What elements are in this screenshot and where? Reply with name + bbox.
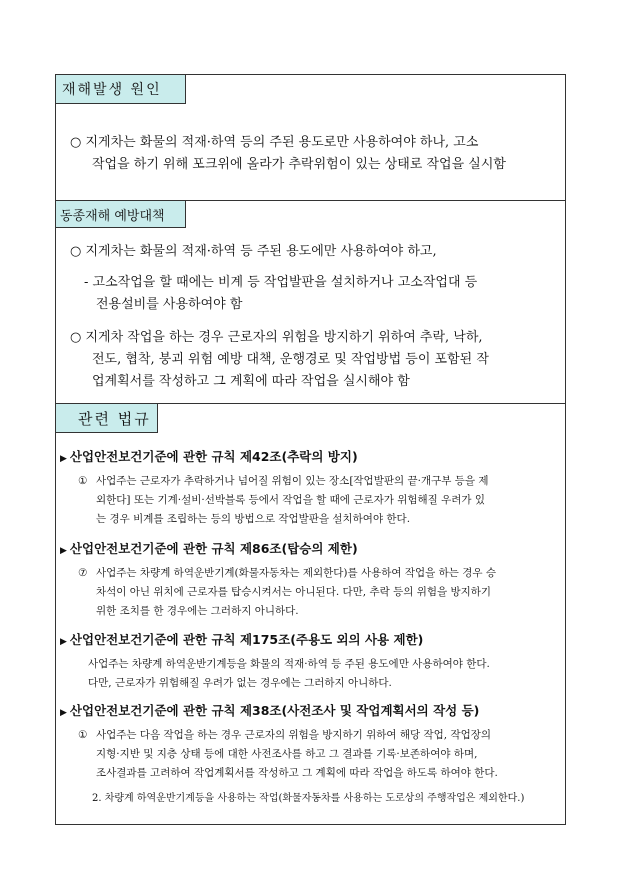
prevention-item-2-line-1: - 고소작업을 할 때에는 비계 등 작업발판을 설치하거나 고소작업대 등: [84, 275, 478, 290]
law-42-title-text: 산업안전보건기준에 관한 규칙 제42조(추락의 방지): [69, 449, 358, 464]
prevention-item-3-line-2: 전도, 협착, 붕괴 위험 예방 대책, 운행경로 및 작업방법 등이 포함된 작: [92, 352, 489, 367]
laws-title: 관련 법규: [56, 404, 158, 433]
law-86-body: [78, 564, 563, 621]
law-86-num: ⑦: [78, 567, 88, 579]
law-42-line-3: 는 경우 비계를 조립하는 등의 방법으로 작업발판을 설치하여야 한다.: [96, 513, 411, 525]
law-38-title-text: 산업안전보건기준에 관한 규칙 제38조(사전조사 및 작업계획서의 작성 등): [69, 703, 480, 718]
law-38-line-2: 지형·지반 및 지층 상태 등에 대한 사전조사를 하고 그 결과를 기록·보존하여야 하며,: [96, 748, 478, 760]
law-38-line-3: 조사결과를 고려하여 작업계획서를 작성하고 그 계획에 따라 작업을 하도록 하여야 한다.: [96, 767, 498, 779]
law-42-title: [60, 447, 358, 465]
triangle-bullet-icon: ▶: [60, 454, 67, 464]
prevention-section: [56, 200, 565, 404]
prevention-item-3-line-3: 업계획서를 작성하고 그 계획에 따라 작업을 실시해야 함: [92, 374, 410, 389]
law-38-sub-item: 2. 차량계 하역운반기계등을 사용하는 작업(화물자동차를 사용하는 도로상의 주행작업은 제외한다.): [92, 793, 525, 804]
law-42-line-2: 외한다] 또는 기계·설비·선박블록 등에서 작업을 할 때에 근로자가 위험해질 우려가 있: [96, 494, 486, 506]
prevention-item-2: [84, 272, 560, 316]
cause-line-2: 작업을 하기 위해 포크위에 올라가 추락위험이 있는 상태로 작업을 실시함: [92, 157, 506, 172]
cause-text: [70, 132, 560, 176]
law-38-title: [60, 701, 479, 719]
laws-section: [56, 403, 565, 825]
law-86-line-2: 차석이 아닌 위치에 근로자를 탑승시켜서는 아니된다. 다만, 추락 등의 위험을 방지하기: [96, 586, 492, 598]
cause-line-1: ○ 지게차는 화물의 적재·하역 등의 주된 용도로만 사용하여야 하나, 고소: [70, 135, 479, 150]
law-38-num: ①: [78, 729, 88, 741]
law-175-body: [88, 655, 563, 693]
cause-section: [56, 75, 565, 200]
law-86-line-1: 사업주는 차량계 하역운반기계(화물자동차는 제외한다)를 사용하여 작업을 하는 경우 승: [96, 567, 497, 579]
prevention-title: 동종재해 예방대책: [56, 201, 186, 228]
triangle-bullet-icon: ▶: [60, 546, 67, 556]
prevention-item-3-line-1: ○ 지게차 작업을 하는 경우 근로자의 위험을 방지하기 위하여 추락, 낙하,: [70, 330, 483, 345]
law-86-title-text: 산업안전보건기준에 관한 규칙 제86조(탑승의 제한): [69, 541, 358, 556]
document-frame: [55, 74, 566, 825]
law-175-line-1: 사업주는 차량계 하역운반기계등을 화물의 적재·하역 등 주된 용도에만 사용하여야 한다.: [88, 658, 490, 670]
law-86-title: [60, 539, 358, 557]
triangle-bullet-icon: ▶: [60, 708, 67, 718]
law-38-line-1: 사업주는 다음 작업을 하는 경우 근로자의 위험을 방지하기 위하여 해당 작업, 작업장의: [96, 729, 492, 741]
law-42-body: [78, 472, 563, 529]
law-175-title: [60, 630, 423, 648]
law-38-body: [78, 726, 563, 783]
triangle-bullet-icon: ▶: [60, 637, 67, 647]
law-175-title-text: 산업안전보건기준에 관한 규칙 제175조(주용도 외의 사용 제한): [69, 632, 424, 647]
prevention-item-2-line-2: 전용설비를 사용하여야 함: [96, 297, 243, 312]
prevention-item-1: ○ 지게차는 화물의 적재·하역 등 주된 용도에만 사용하여야 하고,: [70, 244, 437, 259]
prevention-item-3: [70, 327, 560, 393]
law-42-line-1: 사업주는 근로자가 추락하거나 넘어질 위험이 있는 장소[작업발판의 끝·개구부 등을 제: [96, 475, 489, 487]
law-42-num: ①: [78, 475, 88, 487]
law-175-line-2: 다만, 근로자가 위험해질 우려가 없는 경우에는 그러하지 아니하다.: [88, 677, 392, 689]
cause-title: 재해발생 원인: [56, 75, 186, 104]
law-86-line-3: 위한 조치를 한 경우에는 그러하지 아니하다.: [96, 605, 299, 617]
